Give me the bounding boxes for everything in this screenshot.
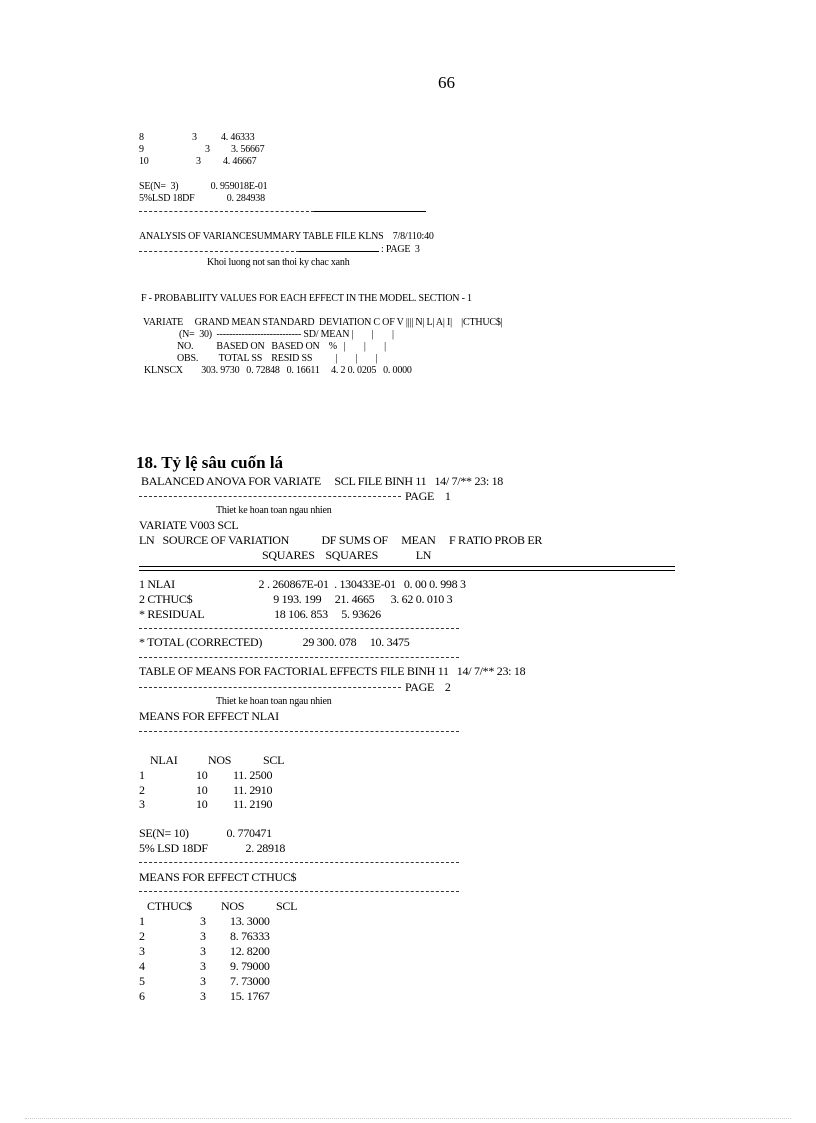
- table-cell: 2: [139, 783, 145, 797]
- double-divider: [139, 566, 675, 571]
- table-cell: 3: [196, 156, 201, 167]
- page-number: 66: [438, 73, 455, 92]
- anova-row: 1 NLAI 2 . 260867E-01 . 130433E-01 0. 00 0. 998 3: [139, 577, 466, 591]
- table-cell: 10: [196, 768, 208, 782]
- table-header: LN SOURCE OF VARIATION DF SUMS OF MEAN F RATIO PROB ER: [139, 533, 543, 547]
- anova-row: 2 CTHUC$ 9 193. 199 21. 4665 3. 62 0. 010 3: [139, 592, 453, 606]
- column-header: NLAI: [150, 753, 178, 767]
- se-line: SE(N= 10) 0. 770471: [139, 826, 272, 840]
- table-header: (N= 30) --------------------------- SD/ MEAN | | |: [179, 329, 394, 340]
- column-header: SCL: [263, 753, 285, 767]
- table-cell: 3: [200, 929, 206, 943]
- table-cell: 3: [139, 944, 145, 958]
- table-header: NO. BASED ON BASED ON % | | |: [177, 341, 386, 352]
- design-label: Thiet ke hoan toan ngau nhien: [216, 505, 332, 516]
- table-cell: 7. 73000: [230, 974, 270, 988]
- table-row: 10: [139, 156, 149, 167]
- table-cell: 10: [196, 783, 208, 797]
- table-cell: 3: [200, 959, 206, 973]
- column-header: NOS: [208, 753, 232, 767]
- table-cell: 11. 2500: [233, 768, 273, 782]
- effect-title: MEANS FOR EFFECT NLAI: [139, 709, 279, 723]
- analysis-title: ANALYSIS OF VARIANCESUMMARY TABLE FILE KLNS 7/8/110:40: [139, 231, 434, 242]
- table-cell: 11. 2190: [233, 797, 273, 811]
- table-cell: 1: [139, 914, 145, 928]
- table-cell: 11. 2910: [233, 783, 273, 797]
- effect-title: MEANS FOR EFFECT CTHUC$: [139, 870, 297, 884]
- table-cell: 3: [205, 144, 210, 155]
- table-row: 9: [139, 144, 144, 155]
- table-cell: 5: [139, 974, 145, 988]
- design-label: Thiet ke hoan toan ngau nhien: [216, 696, 332, 707]
- column-header: NOS: [221, 899, 245, 913]
- table-cell: 8. 76333: [230, 929, 270, 943]
- table-cell: 3. 56667: [231, 144, 265, 155]
- divider: [139, 731, 459, 732]
- column-header: CTHUC$: [147, 899, 192, 913]
- table-cell: 9. 79000: [230, 959, 270, 973]
- divider: [139, 251, 299, 252]
- table-cell: 6: [139, 989, 145, 1003]
- table-cell: 13. 3000: [230, 914, 270, 928]
- table-cell: 4. 46333: [221, 132, 255, 143]
- table-cell: 12. 8200: [230, 944, 270, 958]
- table-row: KLNSCX 303. 9730 0. 72848 0. 16611 4. 2 0. 0205 0. 0000: [144, 365, 412, 376]
- se-line: SE(N= 3) 0. 959018E-01: [139, 181, 268, 192]
- divider: [139, 211, 314, 212]
- table-cell: 3: [200, 914, 206, 928]
- table-cell: 4: [139, 959, 145, 973]
- table-header: VARIATE GRAND MEAN STANDARD DEVIATION C OF V |||| N| L| A| I| |CTHUC$|: [143, 317, 503, 328]
- means-title: TABLE OF MEANS FOR FACTORIAL EFFECTS FILE BINH 11 14/ 7/** 23: 18: [139, 664, 526, 678]
- table-cell: 3: [139, 797, 145, 811]
- divider: [139, 687, 401, 688]
- table-cell: 4. 46667: [223, 156, 257, 167]
- page-bottom-border: [25, 1118, 791, 1119]
- page-label: PAGE 2: [405, 680, 451, 694]
- divider: [139, 891, 459, 892]
- table-cell: 15. 1767: [230, 989, 270, 1003]
- anova-title: BALANCED ANOVA FOR VARIATE SCL FILE BINH 11 14/ 7/** 23: 18: [141, 474, 503, 488]
- divider: [299, 251, 379, 252]
- section-heading: 18. Tỷ lệ sâu cuốn lá: [136, 453, 284, 472]
- page-label: : PAGE 3: [381, 244, 420, 255]
- total-row: * TOTAL (CORRECTED) 29 300. 078 10. 3475: [139, 635, 410, 649]
- table-cell: 10: [196, 797, 208, 811]
- page-label: PAGE 1: [405, 489, 451, 503]
- table-row: 8: [139, 132, 144, 143]
- lsd-line: 5% LSD 18DF 2. 28918: [139, 841, 286, 855]
- table-cell: 3: [200, 944, 206, 958]
- table-cell: 2: [139, 929, 145, 943]
- variate-label: VARIATE V003 SCL: [139, 518, 239, 532]
- table-header: SQUARES SQUARES LN: [262, 548, 432, 562]
- divider: [139, 862, 459, 863]
- divider: [139, 628, 459, 629]
- divider: [139, 657, 459, 658]
- table-cell: 1: [139, 768, 145, 782]
- divider: [314, 211, 426, 212]
- divider: [139, 496, 401, 497]
- fprob-title: F - PROBABLIITY VALUES FOR EACH EFFECT IN THE MODEL. SECTION - 1: [141, 293, 472, 304]
- table-cell: 3: [200, 974, 206, 988]
- lsd-line: 5%LSD 18DF 0. 284938: [139, 193, 265, 204]
- subtitle: Khoi luong not san thoi ky chac xanh: [207, 257, 350, 268]
- column-header: SCL: [276, 899, 298, 913]
- table-cell: 3: [192, 132, 197, 143]
- table-cell: 3: [200, 989, 206, 1003]
- anova-row: * RESIDUAL 18 106. 853 5. 93626: [139, 607, 381, 621]
- table-header: OBS. TOTAL SS RESID SS | | |: [177, 353, 378, 364]
